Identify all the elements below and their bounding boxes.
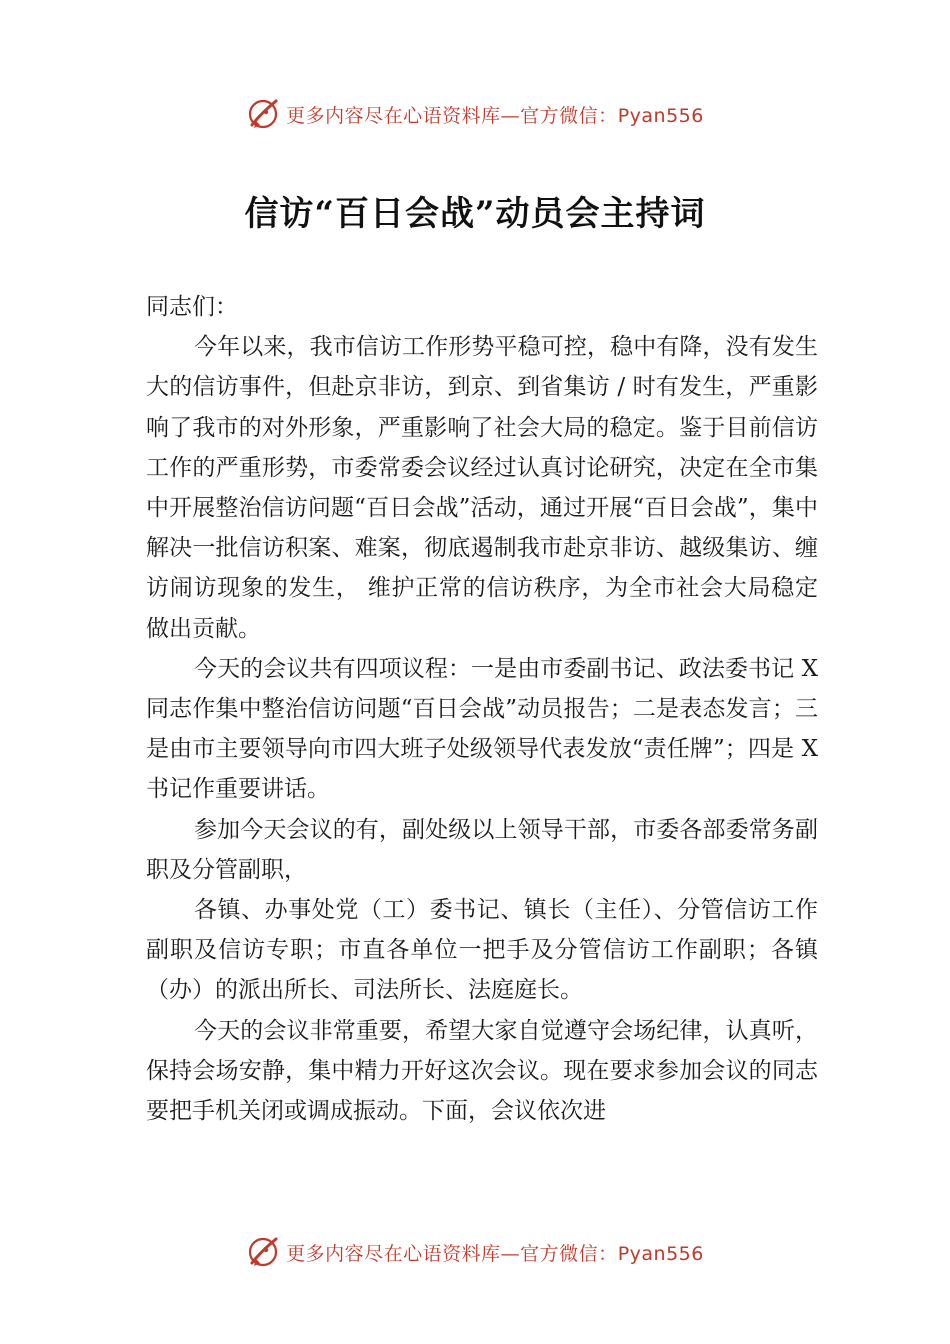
banner-wechat-label: 官方微信： [520,1242,618,1265]
banner-text [286,1239,704,1266]
footer-watermark-banner [0,1232,950,1272]
banner-wechat-id: Pyan556 [617,104,704,127]
body-paragraph: 参加今天会议的有，副处级以上领导干部，市委各部委常务副职及分管副职， [146,816,818,883]
body-paragraph: 今年以来，我市信访工作形势平稳可控，稳中有降，没有发生大的信访事件，但赴京非访，到京、到省集访 / 时有发生，严重影响了我市的对外形象，严重影响了社会大局的稳定。鉴于目前信访工作的严重形势，市委常委会议经过认真讨论研究，决定在全市集中开展整治信访问题“百日会战”活动，通过开展“百日会战”，集中解决一批信访积案、难案，彻底遏制我市赴京非访、越级集访、缠访闹访现象的发生， 维护正常的信访秩序，为全市社会大局稳定做出贡献。 [146,334,818,642]
banner-library-name: 更多内容尽在心语资料库 [286,1242,501,1265]
banner-dash: — [500,104,521,127]
document-title: 信访“百日会战”动员会主持词 [244,194,706,234]
header-watermark-banner [0,94,950,134]
banner-text [286,101,704,128]
banner-dash: — [500,1242,521,1265]
banner-library-name: 更多内容尽在心语资料库 [286,104,501,127]
banner-wechat-label: 官方微信： [520,104,618,127]
document-body [146,287,818,1131]
body-paragraph: 今天的会议共有四项议程：一是由市委副书记、政法委书记 X 同志作集中整治信访问题“百日会战”动员报告；二是表态发言；三是由市主要领导向市四大班子处级领导代表发放“责任牌”；四是 X 书记作重要讲话。 [146,655,818,803]
body-paragraph: 今天的会议非常重要，希望大家自觉遵守会场纪律，认真听，保持会场安静，集中精力开好这次会议。现在要求参加会议的同志要把手机关闭或调成振动。下面，会议依次进 [146,1017,818,1125]
body-paragraph: 各镇、办事处党（工）委书记、镇长（主任）、分管信访工作副职及信访专职；市直各单位一把手及分管信访工作副职；各镇（办）的派出所长、司法所长、法庭庭长。 [146,897,818,1004]
banner-wechat-id: Pyan556 [617,1242,704,1265]
pen-logo-icon [246,1235,280,1269]
pen-logo-icon [246,97,280,131]
salutation: 同志们： [146,294,238,320]
